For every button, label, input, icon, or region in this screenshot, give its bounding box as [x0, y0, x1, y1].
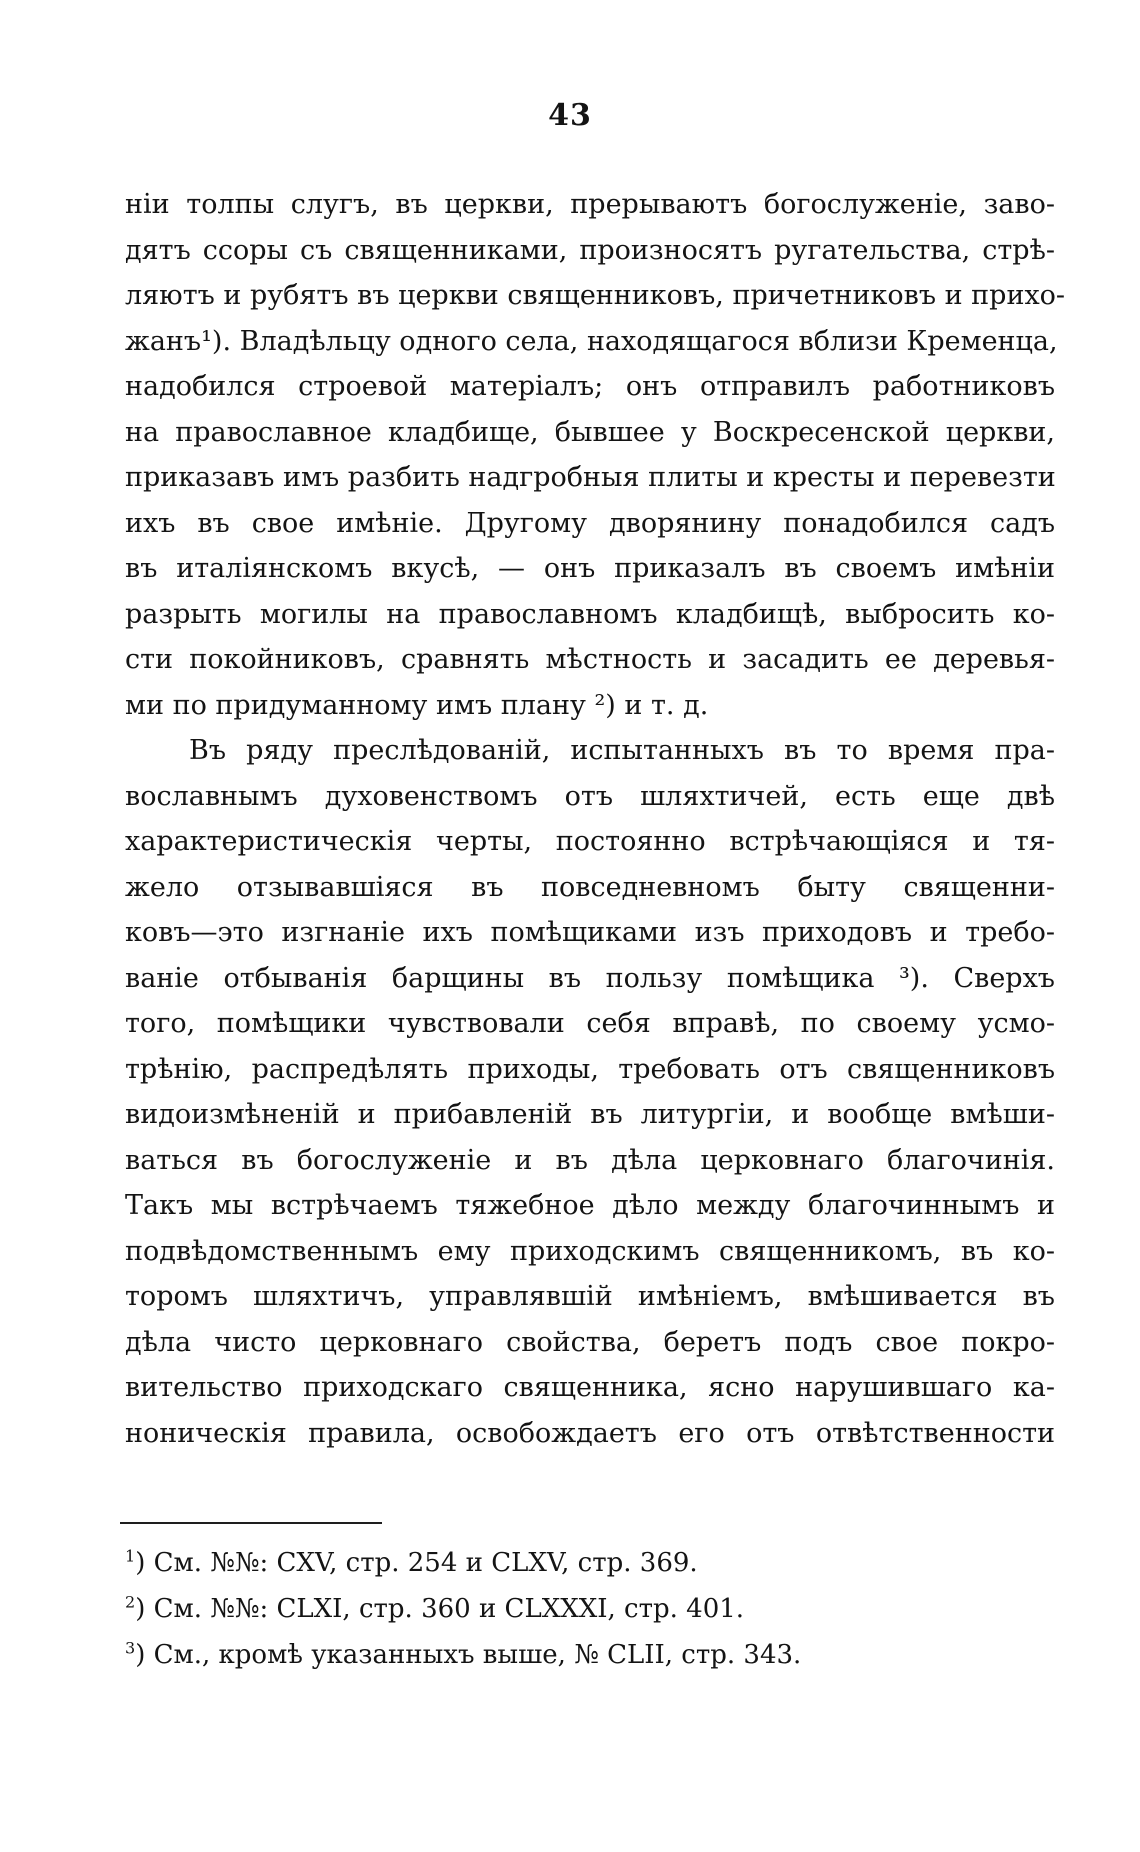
footnotes: [125, 1540, 1055, 1678]
text-line: приказавъ имъ разбить надгробныя плиты и кресты и перевезти: [125, 462, 1056, 493]
body-text: [125, 182, 1066, 1456]
text-line: трѣнiю, распредѣлять приходы, требовать отъ священниковъ: [125, 1053, 1055, 1085]
text-line: ваться въ богослуженiе и въ дѣла церковнаго благочинiя.: [125, 1144, 1055, 1176]
text-line: надобился строевой матерiалъ; онъ отправилъ работниковъ: [125, 371, 1055, 402]
text-line: жанъ¹). Владѣльцу одного села, находящагося вблизи Кременца,: [125, 325, 1058, 357]
footnote-mark: 3: [125, 1638, 136, 1658]
footnote: $^1$) См. №№: CXV, стр. 254 и CLXV, стр. 369.: [125, 1546, 698, 1578]
footnote: $^2$) См. №№: CLXI, стр. 360 и CLXXXI, стр. 401.: [125, 1592, 745, 1624]
footnote: $^3$) См., кромѣ указанныхъ выше, № CLII, стр. 343.: [125, 1638, 802, 1670]
text-line: дятъ ссоры съ священниками, произносятъ ругательства, стрѣ-: [125, 234, 1055, 266]
text-line: ихъ въ свое имѣнiе. Другому дворянину понадобился садъ: [125, 507, 1055, 539]
text-line: сти покойниковъ, сравнять мѣстность и засадить ее деревья-: [125, 644, 1055, 675]
text-line: ми по придуманному имъ плану ²) и т. д.: [125, 689, 709, 721]
text-line: въ италiянскомъ вкусѣ, — онъ приказалъ въ своемъ имѣнiи: [125, 553, 1055, 584]
text-line: ноническiя правила, освобождаетъ его отъ отвѣтственности: [125, 1417, 1055, 1449]
text-line: жело отзывавшiяся въ повседневномъ быту священни-: [125, 871, 1055, 903]
text-line: на православное кладбище, бывшее у Воскресенской церкви,: [125, 416, 1055, 448]
footnote-text: См., кромѣ указанныхъ выше, № CLII, стр. 343.: [153, 1640, 802, 1670]
text-line: видоизмѣненiй и прибавленiй въ литургiи, и вообще вмѣши-: [125, 1099, 1055, 1130]
text-line: вительство приходскаго священника, ясно нарушившаго ка-: [125, 1372, 1055, 1403]
footnote-mark: 1: [125, 1546, 136, 1566]
footnote-mark: 2: [125, 1592, 136, 1612]
text-line: разрыть могилы на православномъ кладбищѣ, выбросить ко-: [125, 598, 1055, 630]
page-number: 43: [548, 98, 592, 133]
footnote-text: См. №№: CLXI, стр. 360 и CLXXXI, стр. 401.: [153, 1594, 745, 1624]
footnote-text: См. №№: CXV, стр. 254 и CLXV, стр. 369.: [153, 1548, 698, 1578]
text-line: нiи толпы слугъ, въ церкви, прерываютъ богослуженiе, заво-: [125, 189, 1055, 220]
text-line: ванiе отбыванiя барщины въ пользу помѣщика ³). Сверхъ: [125, 962, 1055, 994]
text-line: ковъ—это изгнанiе ихъ помѣщиками изъ приходовъ и требо-: [125, 917, 1055, 948]
text-line: того, помѣщики чувствовали себя вправѣ, по своему усмо-: [125, 1008, 1055, 1039]
text-line: Такъ мы встрѣчаемъ тяжебное дѣло между благочиннымъ и: [125, 1190, 1055, 1221]
text-line: вославнымъ духовенствомъ отъ шляхтичей, есть еще двѣ: [125, 780, 1055, 812]
text-line: дѣла чисто церковнаго свойства, беретъ подъ свое покро-: [125, 1326, 1055, 1358]
text-line: Въ ряду преслѣдованiй, испытанныхъ въ то время пра-: [189, 735, 1055, 766]
text-line: ляютъ и рубятъ въ церкви священниковъ, причетниковъ и прихо-: [125, 280, 1066, 311]
text-line: торомъ шляхтичъ, управлявшiй имѣнiемъ, вмѣшивается въ: [125, 1281, 1055, 1312]
footnote-separator: [120, 1522, 382, 1524]
text-line: характеристическiя черты, постоянно встрѣчающiяся и тя-: [125, 826, 1055, 857]
text-line: подвѣдомственнымъ ему приходскимъ священникомъ, въ ко-: [125, 1235, 1055, 1267]
